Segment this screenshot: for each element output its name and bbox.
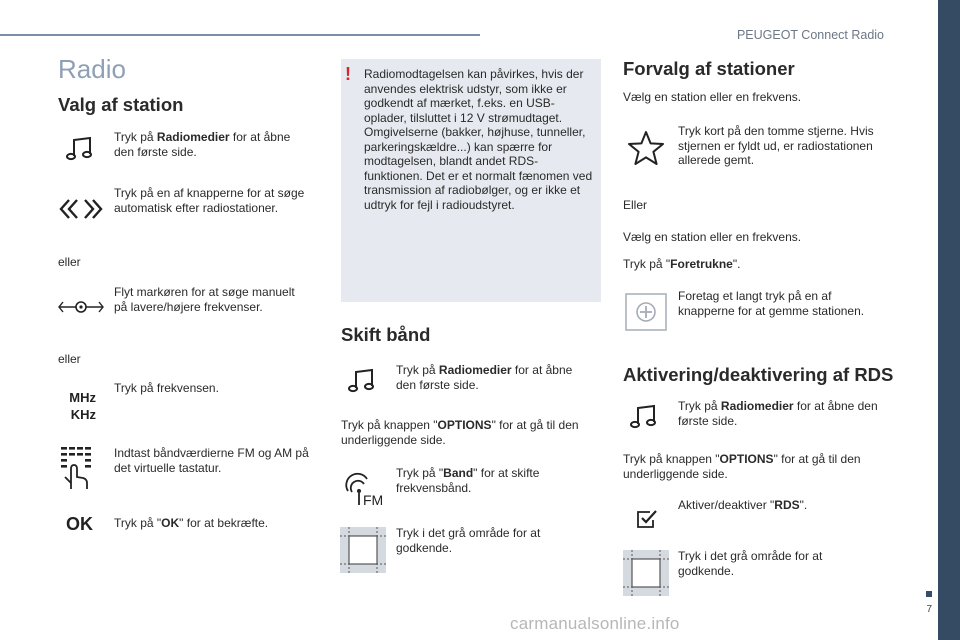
fm-band-icon [342, 470, 388, 510]
fm-band-label: FM [363, 492, 384, 508]
heading-rds: Aktivering/deaktivering af RDS [623, 364, 894, 385]
khz-label: KHz [70, 407, 96, 422]
text-press-frequency: Tryk på frekvensen. [114, 381, 219, 395]
star-icon [624, 128, 668, 168]
text-radiomedier-open: Tryk på Radiomedier for at åbne den første side. [396, 363, 573, 392]
page-marker [926, 591, 932, 597]
music-note-icon [344, 366, 380, 396]
mhz-label: MHz [69, 390, 96, 405]
text-long-press-save: Foretag et langt tryk på en af knapperne for at gemme stationen. [678, 289, 865, 318]
add-preset-icon [624, 292, 668, 332]
text-favorites: Tryk på "Foretrukne". [623, 257, 741, 271]
music-note-icon [62, 134, 98, 164]
grey-area-icon [623, 550, 669, 596]
ok-icon: OK [66, 514, 93, 534]
seek-chevrons-icon [56, 196, 106, 222]
checkbox-checked-icon [632, 506, 662, 532]
watermark: carmanualsonline.info [510, 614, 680, 633]
text-options-button: Tryk på knappen "OPTIONS" for at gå til den underliggende side. [623, 452, 861, 481]
text-band-switch: Tryk på "Band" for at skifte frekvensbånd. [396, 466, 540, 495]
text-eller-1: eller [58, 255, 81, 269]
side-bar [938, 0, 960, 640]
grey-area-icon [340, 527, 386, 573]
text-eller-2: eller [58, 352, 81, 366]
page-number: 7 [926, 604, 932, 615]
keypad-touch-icon [58, 442, 98, 492]
header-title: PEUGEOT Connect Radio [736, 28, 884, 42]
heading-valg-af-station: Valg af station [58, 94, 184, 115]
text-options-button: Tryk på knappen "OPTIONS" for at gå til den underliggende side. [341, 418, 579, 447]
header-rule [0, 34, 480, 36]
music-note-icon [626, 402, 662, 432]
text-virtual-keyboard: Indtast båndværdierne FM og AM på det virtuelle tastatur. [114, 446, 309, 475]
text-manual-search: Flyt markøren for at søge manuelt på lavere/højere frekvenser. [114, 285, 295, 314]
warning-exclamation-icon: ! [345, 64, 351, 84]
text-ok-confirm: Tryk på "OK" for at bekræfte. [114, 516, 269, 530]
heading-skift-baand: Skift bånd [341, 324, 431, 345]
text-auto-search: Tryk på en af knapperne for at søge automatisk efter radiostationer. [114, 186, 305, 215]
section-title-radio: Radio [58, 54, 126, 84]
text-empty-star: Tryk kort på den tomme stjerne. Hvis stjernen er fyldt ud, er radiostationen allerede gemt. [678, 124, 874, 167]
text-grey-area-confirm: Tryk i det grå område for at godkende. [396, 526, 541, 555]
frequency-slider-icon [56, 294, 106, 320]
mhz-khz-icon [58, 389, 96, 423]
warning-text: Radiomodtagelsen kan påvirkes, hvis der anvendes elektrisk udstyr, som ikke er godkendt af mærket, f.eks. en USB-oplader, tilsluttet i 12 V strømudtaget. Omgivelserne (bakker, højhuse, tunneller, parkeringskældre...) kan spærre for modtagelsen, blandt andet RDS-funktionen. Det er et normalt fænomen ved transmission af radiobølger, og er ikke et udtryk for fejl i radioudstyret. [364, 67, 593, 212]
text-grey-area-confirm: Tryk i det grå område for at godkende. [678, 549, 823, 578]
text-radiomedier-open: Tryk på Radiomedier for at åbne den første side. [114, 130, 291, 159]
text-select-station-2: Vælg en station eller en frekvens. [623, 230, 802, 244]
text-toggle-rds: Aktiver/deaktiver "RDS". [678, 498, 808, 512]
text-radiomedier-open: Tryk på Radiomedier for at åbne den første side. [678, 399, 878, 428]
text-select-station: Vælg en station eller en frekvens. [623, 90, 802, 104]
text-eller-3: Eller [623, 198, 648, 212]
heading-forvalg: Forvalg af stationer [623, 58, 795, 79]
